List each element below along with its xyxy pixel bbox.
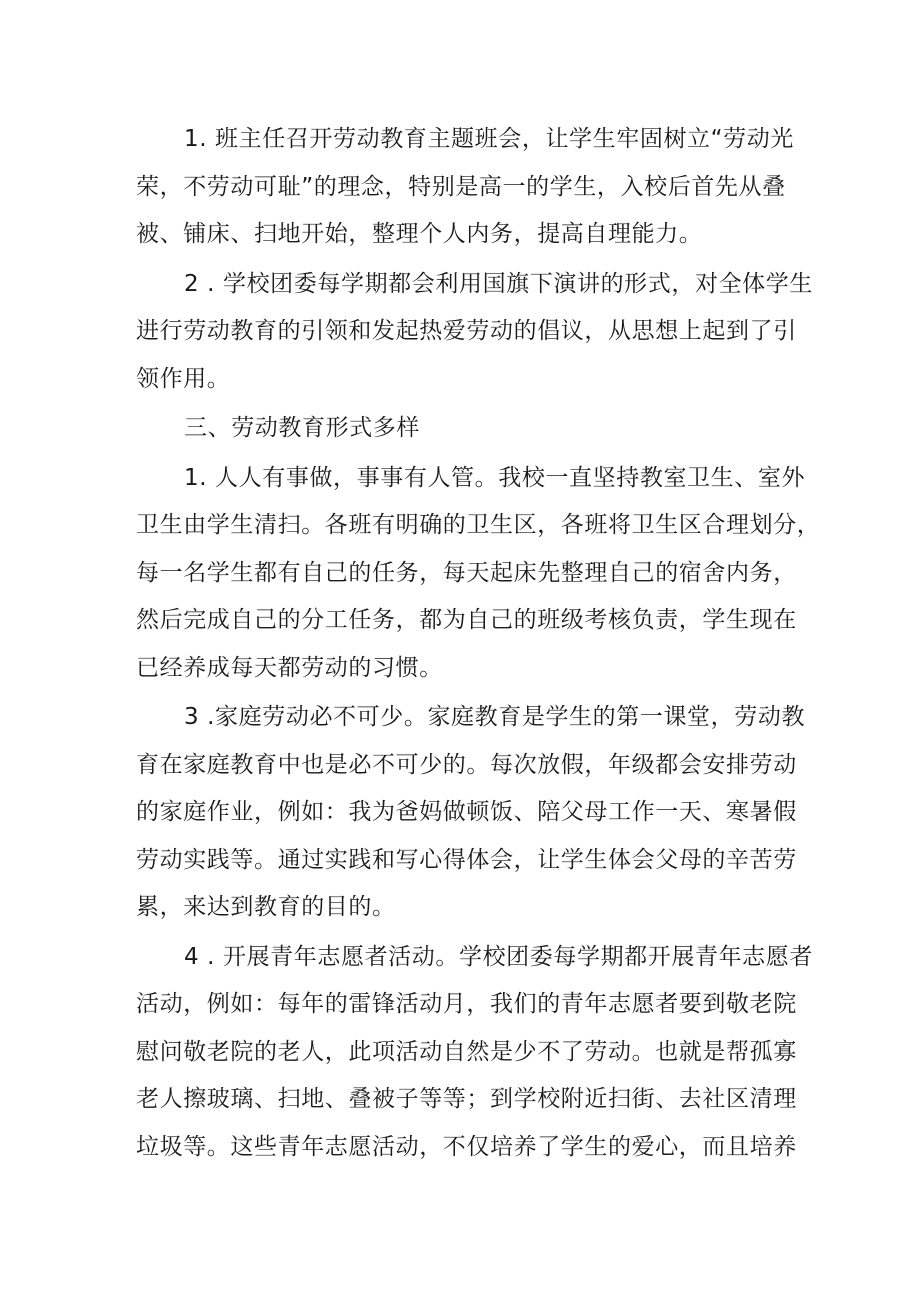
text-line: 已经养成每天都劳动的习惯。 [136, 654, 443, 681]
paragraph-flag-speech [136, 261, 813, 404]
text-line: 1. 班主任召开劳动教育主题班会，让学生牢固树立“劳动光 [184, 126, 794, 152]
text-line: 荣，不劳动可耻”的理念，特别是高一的学生，入校后首先从叠 [136, 173, 786, 200]
text-line: 2 . 学校团委每学期都会利用国旗下演讲的形式，对全体学生 [184, 270, 813, 297]
text-line: 累，来达到教育的目的。 [136, 894, 396, 920]
text-line: 卫生由学生清扫。各班有明确的卫生区，各班将卫生区合理划分， [136, 512, 821, 538]
section-heading-text: 三、劳动教育形式多样 [184, 415, 420, 441]
paragraph-volunteer-activities [136, 934, 813, 1172]
text-line: 4 . 开展青年志愿者活动。学校团委每学期都开展青年志愿者 [184, 943, 813, 970]
text-line: 3 .家庭劳动必不可少。家庭教育是学生的第一课堂，劳动教 [184, 704, 806, 730]
paragraph-family-labor [136, 694, 806, 932]
text-line: 慰问敬老院的老人，此项活动自然是少不了劳动。也就是帮孤寡 [136, 1038, 797, 1065]
text-line: 劳动实践等。通过实践和写心得体会，让学生体会父母的辛苦劳 [136, 846, 797, 873]
text-line: 育在家庭教育中也是必不可少的。每次放假，年级都会安排劳动 [136, 751, 797, 778]
paragraph-everyone-works [136, 455, 821, 693]
text-line: 被、铺床、扫地开始，整理个人内务，提高自理能力。 [136, 221, 703, 247]
document-body [136, 116, 821, 1173]
text-line: 然后完成自己的分工任务，都为自己的班级考核负责，学生现在 [136, 607, 797, 633]
section-heading [136, 405, 794, 453]
text-line: 进行劳动教育的引领和发起热爱劳动的倡议，从思想上起到了引 [136, 318, 797, 344]
paragraph-class-meeting [136, 116, 794, 259]
text-line: 活动，例如：每年的雷锋活动月，我们的青年志愿者要到敬老院 [136, 991, 797, 1017]
text-line: 的家庭作业，例如：我为爸妈做顿饭、陪父母工作一天、寒暑假 [136, 799, 797, 825]
text-line: 每一名学生都有自己的任务，每天起床先整理自己的宿舍内务， [136, 559, 797, 586]
text-line: 领作用。 [136, 365, 231, 392]
text-line: 垃圾等。这些青年志愿活动，不仅培养了学生的爱心，而且培养 [136, 1133, 797, 1160]
text-line: 老人擦玻璃、扫地、叠被子等等；到学校附近扫街、去社区清理 [136, 1086, 797, 1112]
text-line: 1. 人人有事做，事事有人管。我校一直坚持教室卫生、室外 [184, 464, 806, 491]
